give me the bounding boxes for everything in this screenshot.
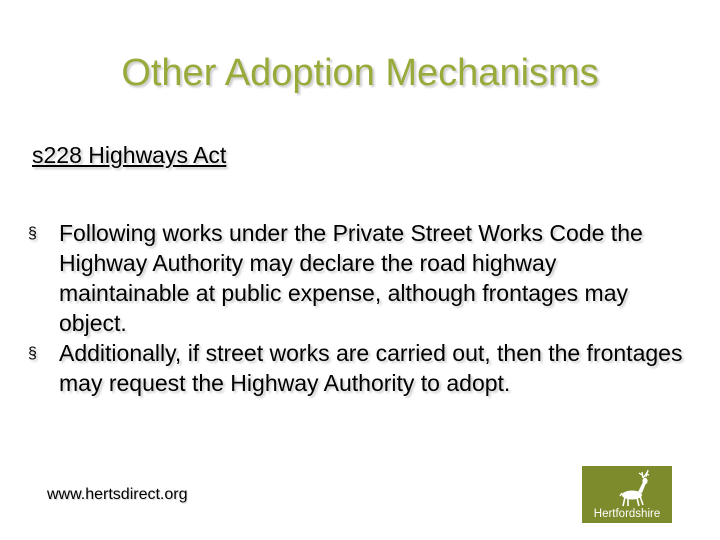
bullet-marker-icon: §	[28, 345, 37, 362]
slide-title: Other Adoption Mechanisms	[121, 52, 599, 94]
website-link[interactable]: www.hertsdirect.org	[47, 486, 188, 503]
bullet-text: Additionally, if street works are carried out, then the frontages may request the Highway Authority to adopt.	[59, 340, 683, 396]
bullet-marker-icon: §	[28, 225, 37, 242]
bullet-list	[28, 218, 688, 398]
bullet-text: Following works under the Private Street Works Code the Highway Authority may declare the road highway maintainable at public expense, although frontages may object.	[59, 220, 643, 336]
logo-text: Hertfordshire	[593, 508, 661, 520]
hertfordshire-logo	[582, 466, 672, 523]
bullet-item	[28, 218, 688, 338]
bullet-item	[28, 338, 688, 398]
slide-subtitle: s228 Highways Act	[32, 142, 227, 168]
